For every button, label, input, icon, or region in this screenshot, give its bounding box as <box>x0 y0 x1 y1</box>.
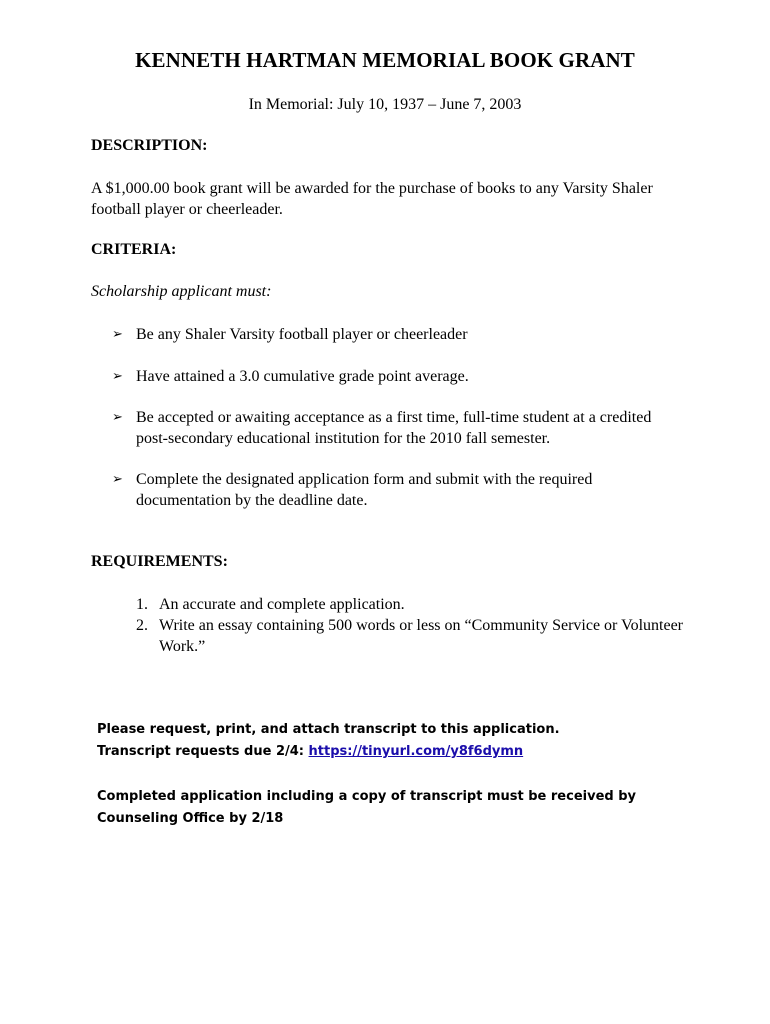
criteria-item <box>112 366 672 387</box>
document-title: KENNETH HARTMAN MEMORIAL BOOK GRANT <box>135 48 635 72</box>
criteria-intro: Scholarship applicant must: <box>91 283 272 300</box>
requirement-text: An accurate and complete application. <box>159 596 405 613</box>
criteria-item-text: Be accepted or awaiting acceptance as a first time, full-time student at a credited post-secondary educational institution for the 2010 fall semester. <box>136 409 652 447</box>
criteria-item-text: Have attained a 3.0 cumulative grade point average. <box>136 368 469 385</box>
requirement-item <box>136 615 696 657</box>
requirement-number: 1. <box>136 596 148 613</box>
criteria-item <box>112 324 672 345</box>
requirement-number: 2. <box>136 617 148 634</box>
memorial-dates: In Memorial: July 10, 1937 – June 7, 2003 <box>248 96 522 113</box>
transcript-request-link[interactable]: https://tinyurl.com/y8f6dymn <box>308 744 524 759</box>
criteria-item <box>112 469 672 511</box>
transcript-request-line <box>97 741 697 763</box>
criteria-heading: CRITERIA: <box>91 241 177 258</box>
criteria-item <box>112 407 672 449</box>
arrowhead-bullet-icon: ➢ <box>112 472 123 487</box>
arrowhead-bullet-icon: ➢ <box>112 410 123 425</box>
transcript-note <box>97 719 697 763</box>
requirement-text: Write an essay containing 500 words or less on “Community Service or Volunteer Work.” <box>159 617 683 655</box>
description-heading: DESCRIPTION: <box>91 137 208 154</box>
submission-deadline-note: Completed application including a copy of transcript must be received by Counseling Office by 2/18 <box>97 789 636 826</box>
description-text: A $1,000.00 book grant will be awarded for the purchase of books to any Varsity Shaler football player or cheerleader. <box>91 180 653 218</box>
arrowhead-bullet-icon: ➢ <box>112 327 123 342</box>
arrowhead-bullet-icon: ➢ <box>112 369 123 384</box>
requirement-item <box>136 594 696 615</box>
transcript-request-label: Transcript requests due 2/4: <box>97 744 309 759</box>
transcript-instruction: Please request, print, and attach transcript to this application. <box>97 722 560 737</box>
requirements-heading: REQUIREMENTS: <box>91 553 228 570</box>
criteria-item-text: Complete the designated application form and submit with the required documentation by the deadline date. <box>136 471 593 509</box>
criteria-item-text: Be any Shaler Varsity football player or cheerleader <box>136 326 468 343</box>
